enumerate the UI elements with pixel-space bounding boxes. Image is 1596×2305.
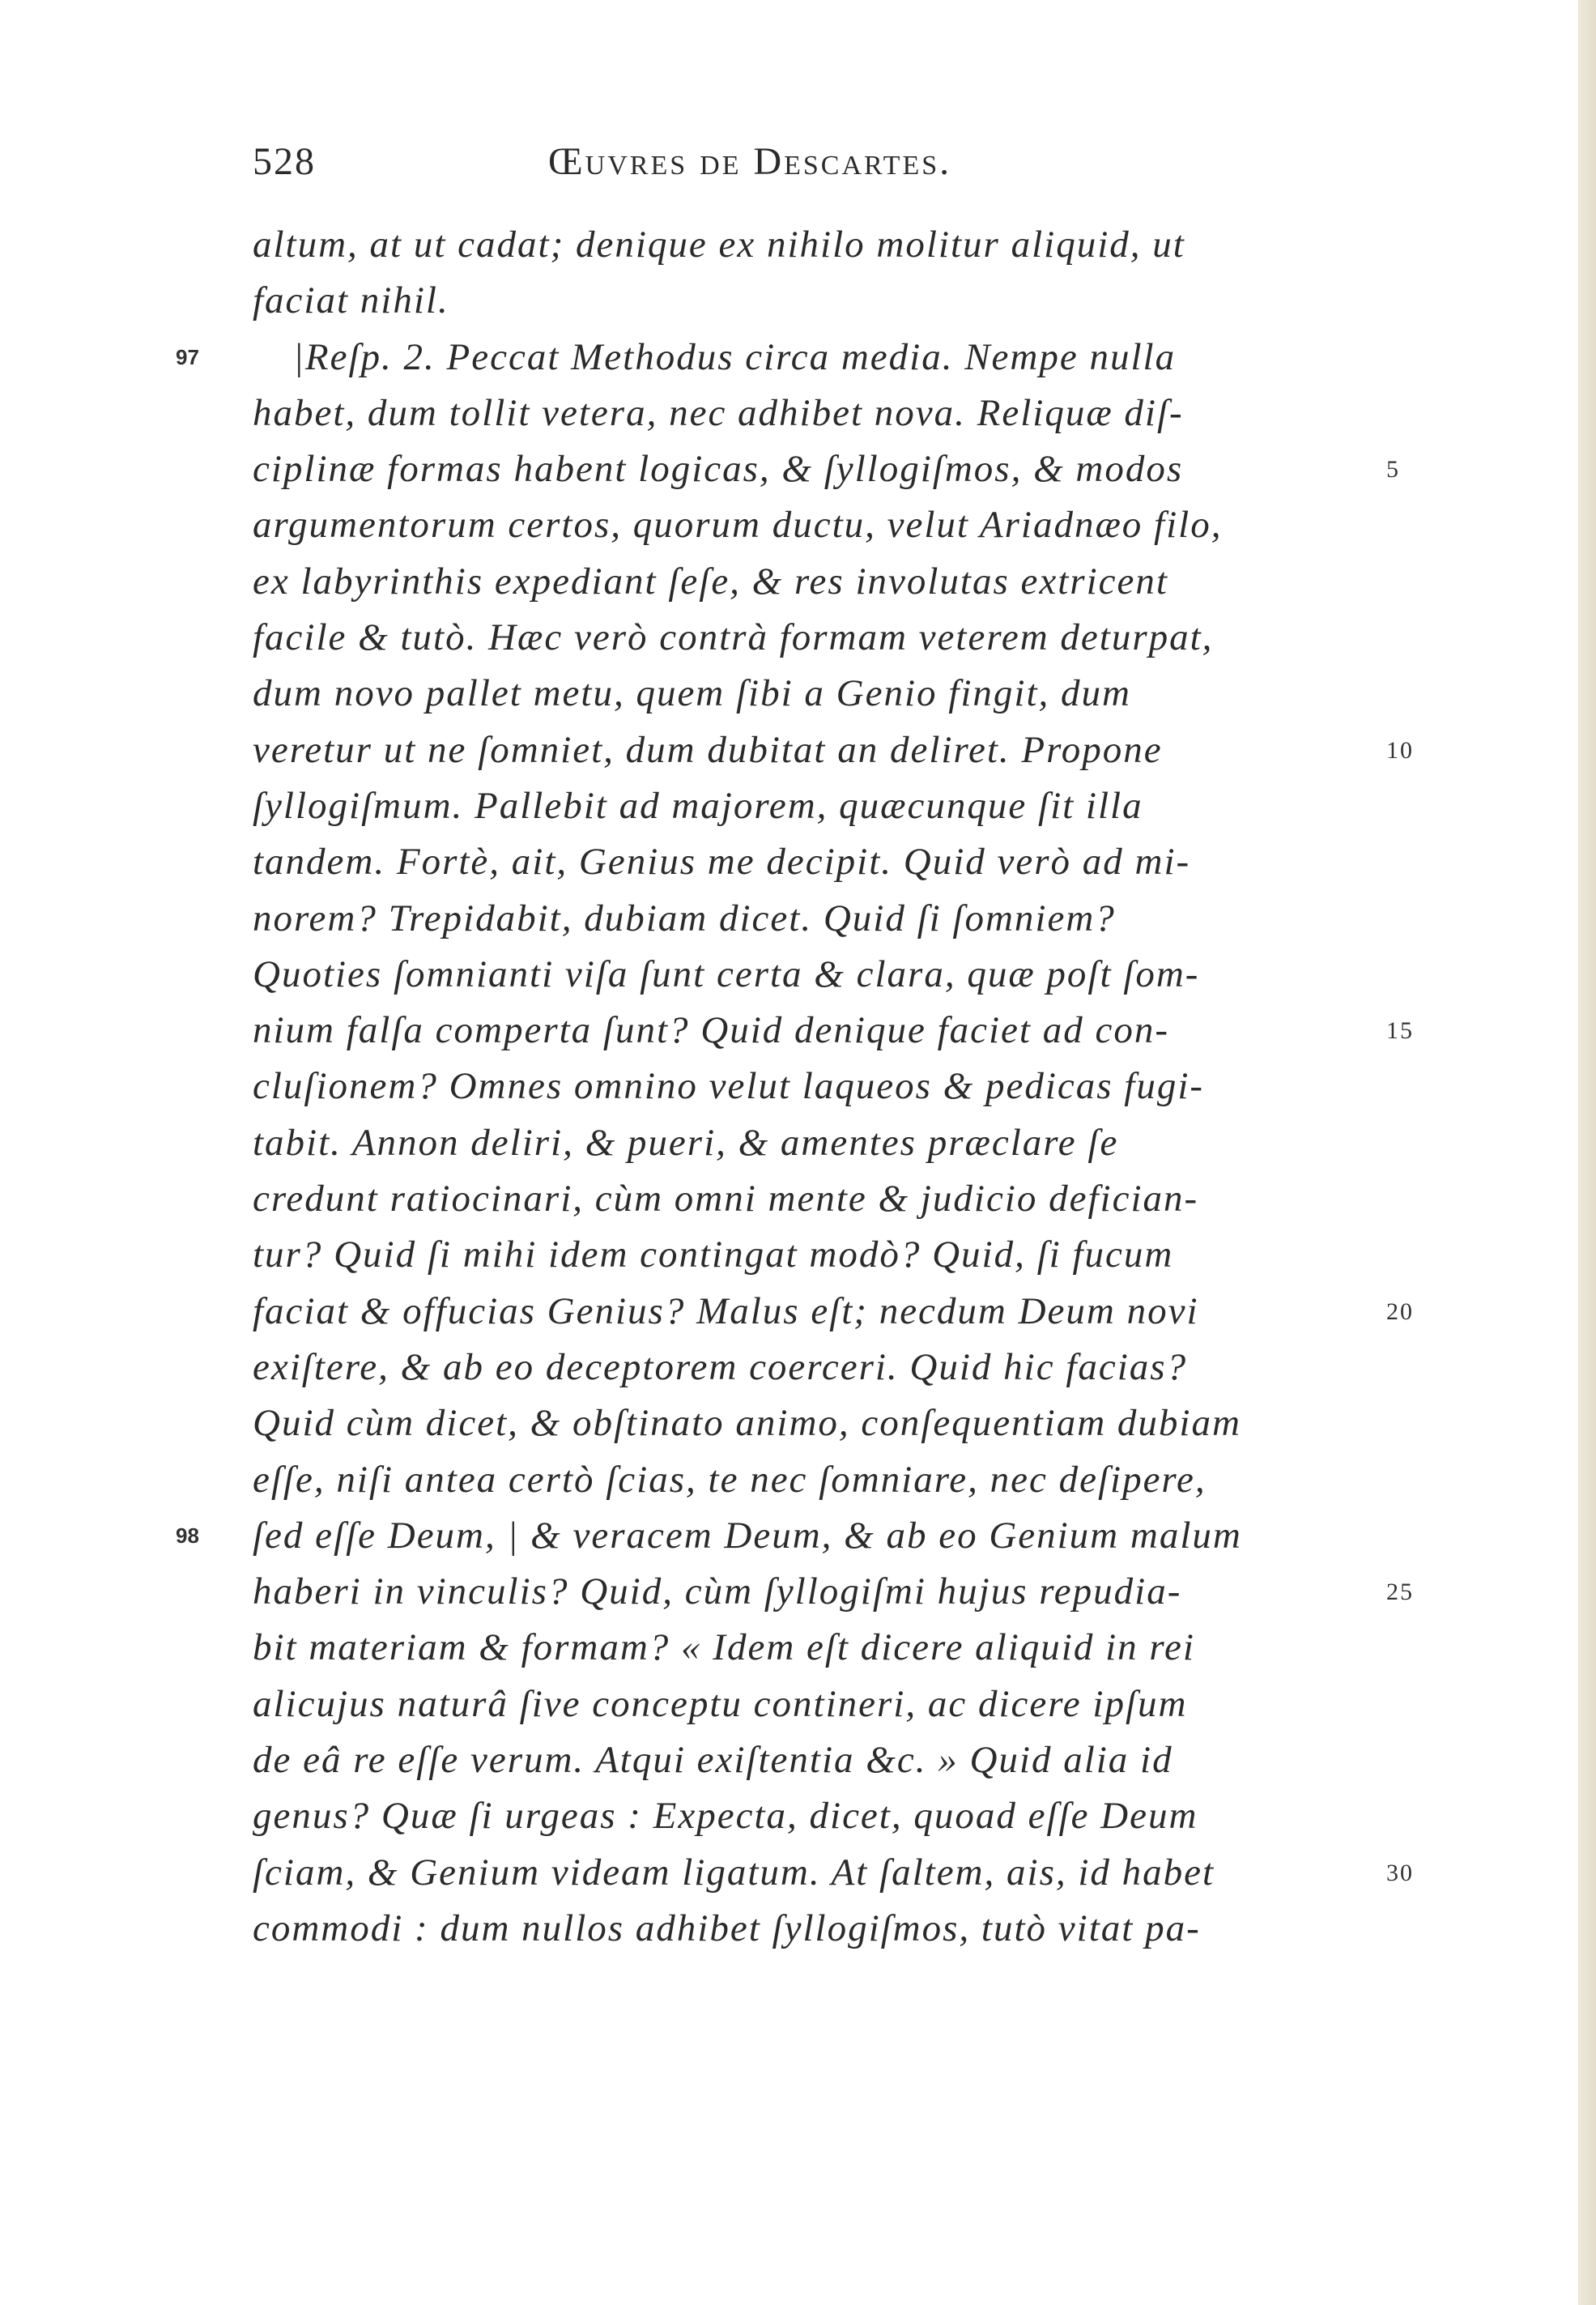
line-text: habet, dum tollit vetera, nec adhibet nova. Reliquæ diſ- — [253, 391, 1184, 434]
page-header — [253, 139, 1351, 196]
text-line — [253, 273, 1378, 329]
line-text: de eâ re eſſe verum. Atqui exiſtentia &c. » Quid alia id — [253, 1739, 1173, 1782]
text-line — [253, 722, 1414, 778]
line-text: commodi : dum nullos adhibet ſyllogiſmos, tutò vitat pa- — [253, 1907, 1201, 1949]
text-line — [253, 1732, 1378, 1788]
line-text: haberi in vinculis? Quid, cùm ſyllogiſmi hujus repudia- — [253, 1570, 1182, 1613]
text-line — [253, 1395, 1378, 1451]
text-line — [253, 1227, 1378, 1283]
line-text: exiſtere, & ab eo deceptorem coerceri. Quid hic facias? — [253, 1345, 1188, 1388]
line-text: faciat & offucias Genius? Malus eſt; necdum Deum novi — [253, 1289, 1199, 1332]
line-text: |Reſp. 2. Peccat Methodus circa media. Nempe nulla — [293, 335, 1177, 378]
line-number: 15 — [1386, 1017, 1414, 1045]
line-text: tandem. Fortè, ait, Genius me decipit. Quid verò ad mi- — [253, 841, 1191, 884]
text-line — [253, 778, 1378, 834]
text-line — [253, 1452, 1378, 1508]
text-line — [253, 1059, 1378, 1114]
line-text: ciplinæ formas habent logicas, & ſyllogiſmos, & modos — [253, 448, 1184, 491]
line-text: faciat nihil. — [253, 279, 449, 322]
line-text: facile & tutò. Hæc verò contrà formam veterem deturpat, — [253, 616, 1214, 659]
line-text: veretur ut ne ſomniet, dum dubitat an deliret. Propone — [253, 728, 1163, 771]
line-number: 10 — [1386, 736, 1414, 764]
text-line — [253, 666, 1378, 722]
line-text: genus? Quæ ſi urgeas : Expecta, dicet, quoad eſſe Deum — [253, 1795, 1198, 1838]
text-line — [253, 1901, 1378, 1957]
line-number: 20 — [1386, 1297, 1414, 1325]
running-title: Œuvres de Descartes. — [548, 140, 952, 183]
text-line — [253, 1845, 1414, 1901]
line-text: argumentorum certos, quorum ductu, velut Ariadnæo filo, — [253, 504, 1223, 547]
text-line — [253, 1620, 1378, 1676]
text-line — [176, 1508, 1378, 1564]
text-line — [253, 441, 1400, 497]
text-line — [253, 386, 1378, 441]
text-line — [253, 1788, 1378, 1844]
line-text: Quid cùm dicet, & obſtinato animo, conſequentiam dubiam — [253, 1402, 1241, 1445]
line-number: 5 — [1386, 456, 1400, 484]
line-text: ſed eſſe Deum, | & veracem Deum, & ab eo Genium malum — [253, 1514, 1242, 1557]
line-text: ſyllogiſmum. Pallebit ad majorem, quæcunque ſit illa — [253, 784, 1143, 827]
page-number: 528 — [253, 140, 316, 183]
text-line — [253, 1003, 1414, 1059]
text-line — [253, 1564, 1414, 1620]
text-line — [253, 554, 1378, 610]
text-line — [253, 217, 1378, 273]
text-line — [253, 1171, 1378, 1227]
text-line — [253, 891, 1378, 947]
text-line — [253, 1115, 1378, 1171]
text-line — [253, 1284, 1414, 1340]
line-text: eſſe, niſi antea certò ſcias, te nec ſomniare, nec deſipere, — [253, 1458, 1207, 1501]
line-text: ex labyrinthis expediant ſeſe, & res involutas extricent — [253, 560, 1168, 603]
line-number: 25 — [1386, 1579, 1414, 1606]
line-text: ſciam, & Genium videam ligatum. At ſaltem, ais, id habet — [253, 1851, 1215, 1894]
line-text: norem? Trepidabit, dubiam dicet. Quid ſi ſomniem? — [253, 897, 1116, 939]
line-text: alicujus naturâ ſive conceptu contineri, ac dicere ipſum — [253, 1682, 1188, 1725]
line-text: tur? Quid ſi mihi idem contingat modò? Quid, ſi fucum — [253, 1233, 1174, 1276]
text-line — [253, 834, 1378, 890]
text-line — [253, 497, 1378, 553]
text-line — [253, 947, 1378, 1003]
body-text — [176, 217, 1414, 1957]
line-text: dum novo pallet metu, quem ſibi a Genio fingit, dum — [253, 672, 1131, 715]
text-line — [176, 330, 1378, 386]
margin-page-reference: 98 — [176, 1523, 199, 1548]
page-edge — [1578, 0, 1596, 2305]
margin-page-reference: 97 — [176, 344, 199, 369]
line-text: altum, at ut cadat; denique ex nihilo molitur aliquid, ut — [253, 224, 1185, 266]
line-text: bit materiam & formam? « Idem eſt dicere aliquid in rei — [253, 1626, 1195, 1669]
line-text: tabit. Annon deliri, & pueri, & amentes præclare ſe — [253, 1121, 1119, 1164]
line-text: Quoties ſomnianti viſa ſunt certa & clara, quæ poſt ſom- — [253, 952, 1200, 995]
text-line — [253, 1677, 1378, 1732]
text-line — [253, 1340, 1378, 1395]
line-text: credunt ratiocinari, cùm omni mente & judicio defician- — [253, 1178, 1199, 1221]
line-text: nium falſa comperta ſunt? Quid denique faciet ad con- — [253, 1009, 1169, 1052]
line-number: 30 — [1386, 1859, 1414, 1886]
text-line — [253, 610, 1378, 666]
line-text: cluſionem? Omnes omnino velut laqueos & pedicas fugi- — [253, 1065, 1205, 1108]
